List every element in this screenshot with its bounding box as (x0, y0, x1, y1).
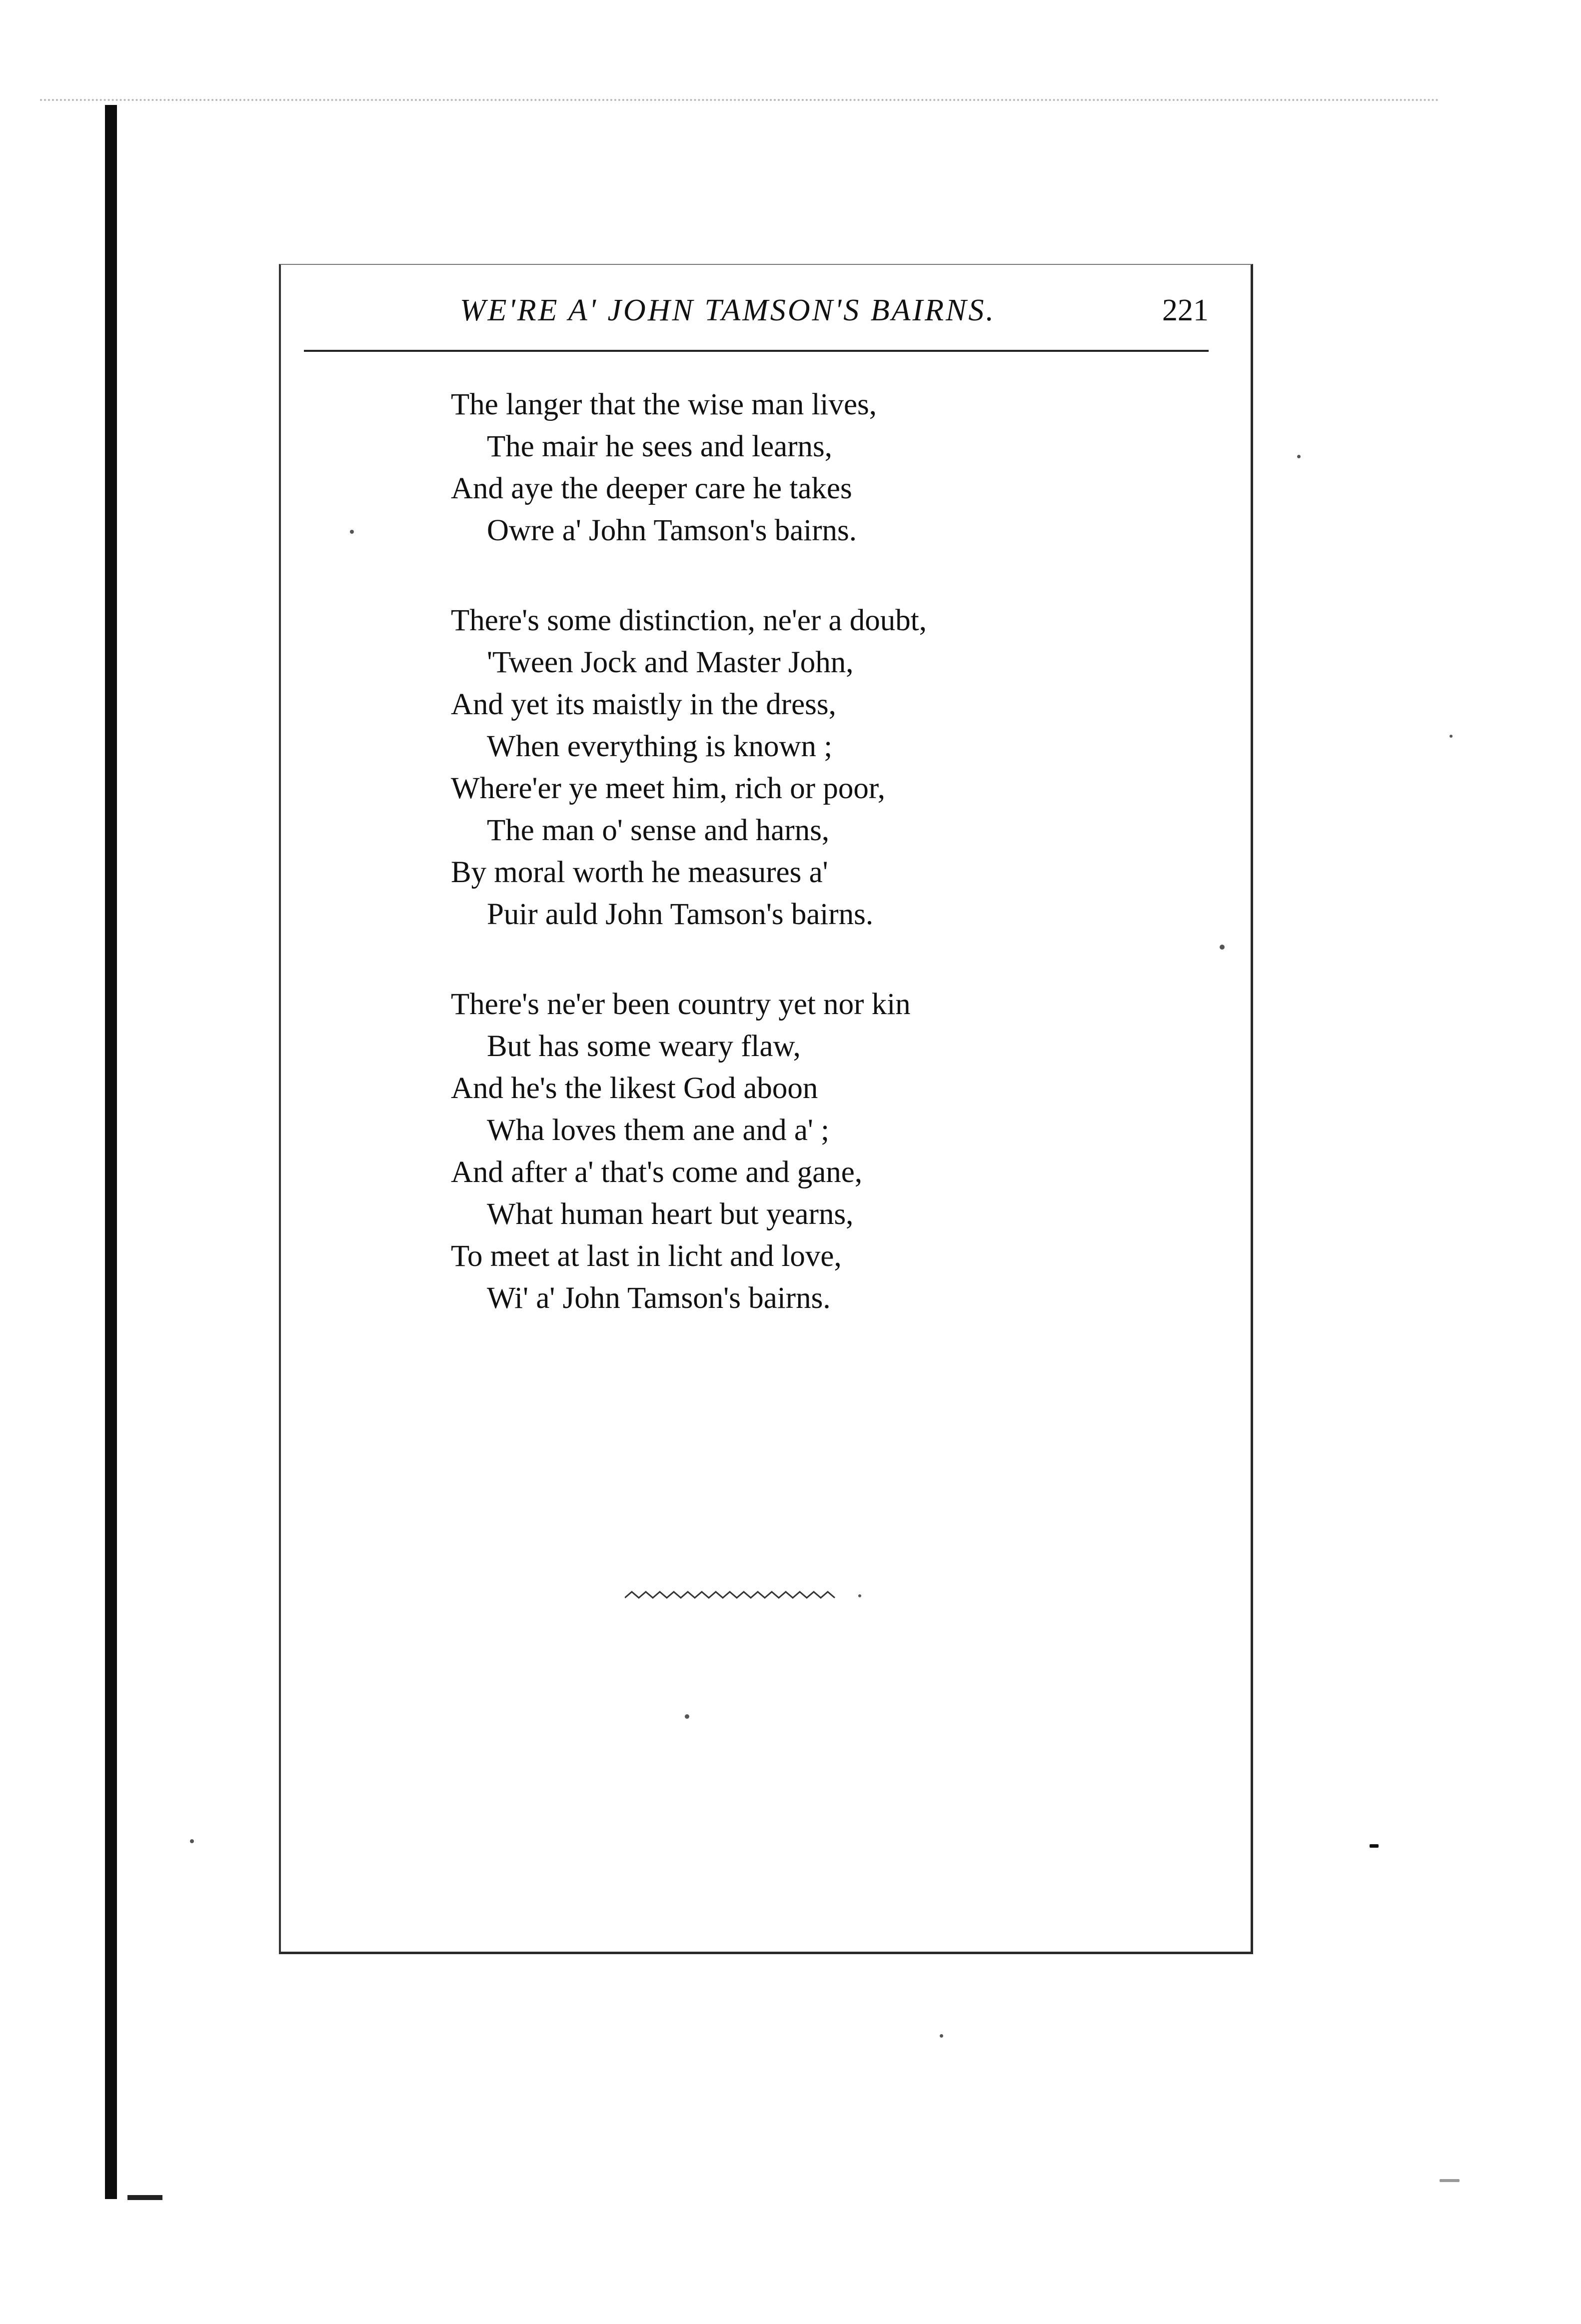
verse-line: To meet at last in licht and love, (451, 1239, 842, 1273)
verse-line: Owre a' John Tamson's bairns. (487, 514, 857, 547)
running-title: WE'RE A' JOHN TAMSON'S BAIRNS. (460, 293, 996, 327)
verse-line: What human heart but yearns, (487, 1197, 854, 1231)
verse-line: And after a' that's come and gane, (451, 1156, 863, 1189)
verse-line: There's ne'er been country yet nor kin (451, 988, 911, 1021)
scan-edge-dots (40, 99, 1440, 104)
verse-line: By moral worth he measures a' (451, 856, 828, 889)
page-number: 221 (1162, 293, 1209, 327)
stanza-1 (451, 384, 1151, 552)
verse-line: Puir auld John Tamson's bairns. (487, 898, 874, 931)
binding-edge-foot (127, 2195, 162, 2200)
verse-line: And aye the deeper care he takes (451, 472, 852, 505)
book-binding-edge (105, 105, 117, 2199)
verse-line: Where'er ye meet him, rich or poor, (451, 772, 885, 805)
verse-line: Wi' a' John Tamson's bairns. (487, 1281, 831, 1315)
verse-line: But has some weary flaw, (487, 1030, 801, 1063)
verse-line: There's some distinction, ne'er a doubt, (451, 604, 927, 637)
verse-line: And yet its maistly in the dress, (451, 688, 836, 721)
poem (451, 384, 1151, 1367)
verse-line: And he's the likest God aboon (451, 1072, 818, 1105)
stanza-2 (451, 600, 1151, 936)
verse-line: 'Tween Jock and Master John, (487, 646, 854, 679)
verse-line: The langer that the wise man lives, (451, 388, 877, 421)
head-rule (304, 350, 1209, 352)
running-head (304, 293, 1209, 338)
verse-line: When everything is known ; (487, 730, 833, 763)
stanza-3 (451, 984, 1151, 1319)
verse-line: The man o' sense and harns, (487, 814, 830, 847)
end-ornament-icon (625, 1587, 885, 1602)
verse-line: Wha loves them ane and a' ; (487, 1114, 830, 1147)
verse-line: The mair he sees and learns, (487, 430, 833, 463)
